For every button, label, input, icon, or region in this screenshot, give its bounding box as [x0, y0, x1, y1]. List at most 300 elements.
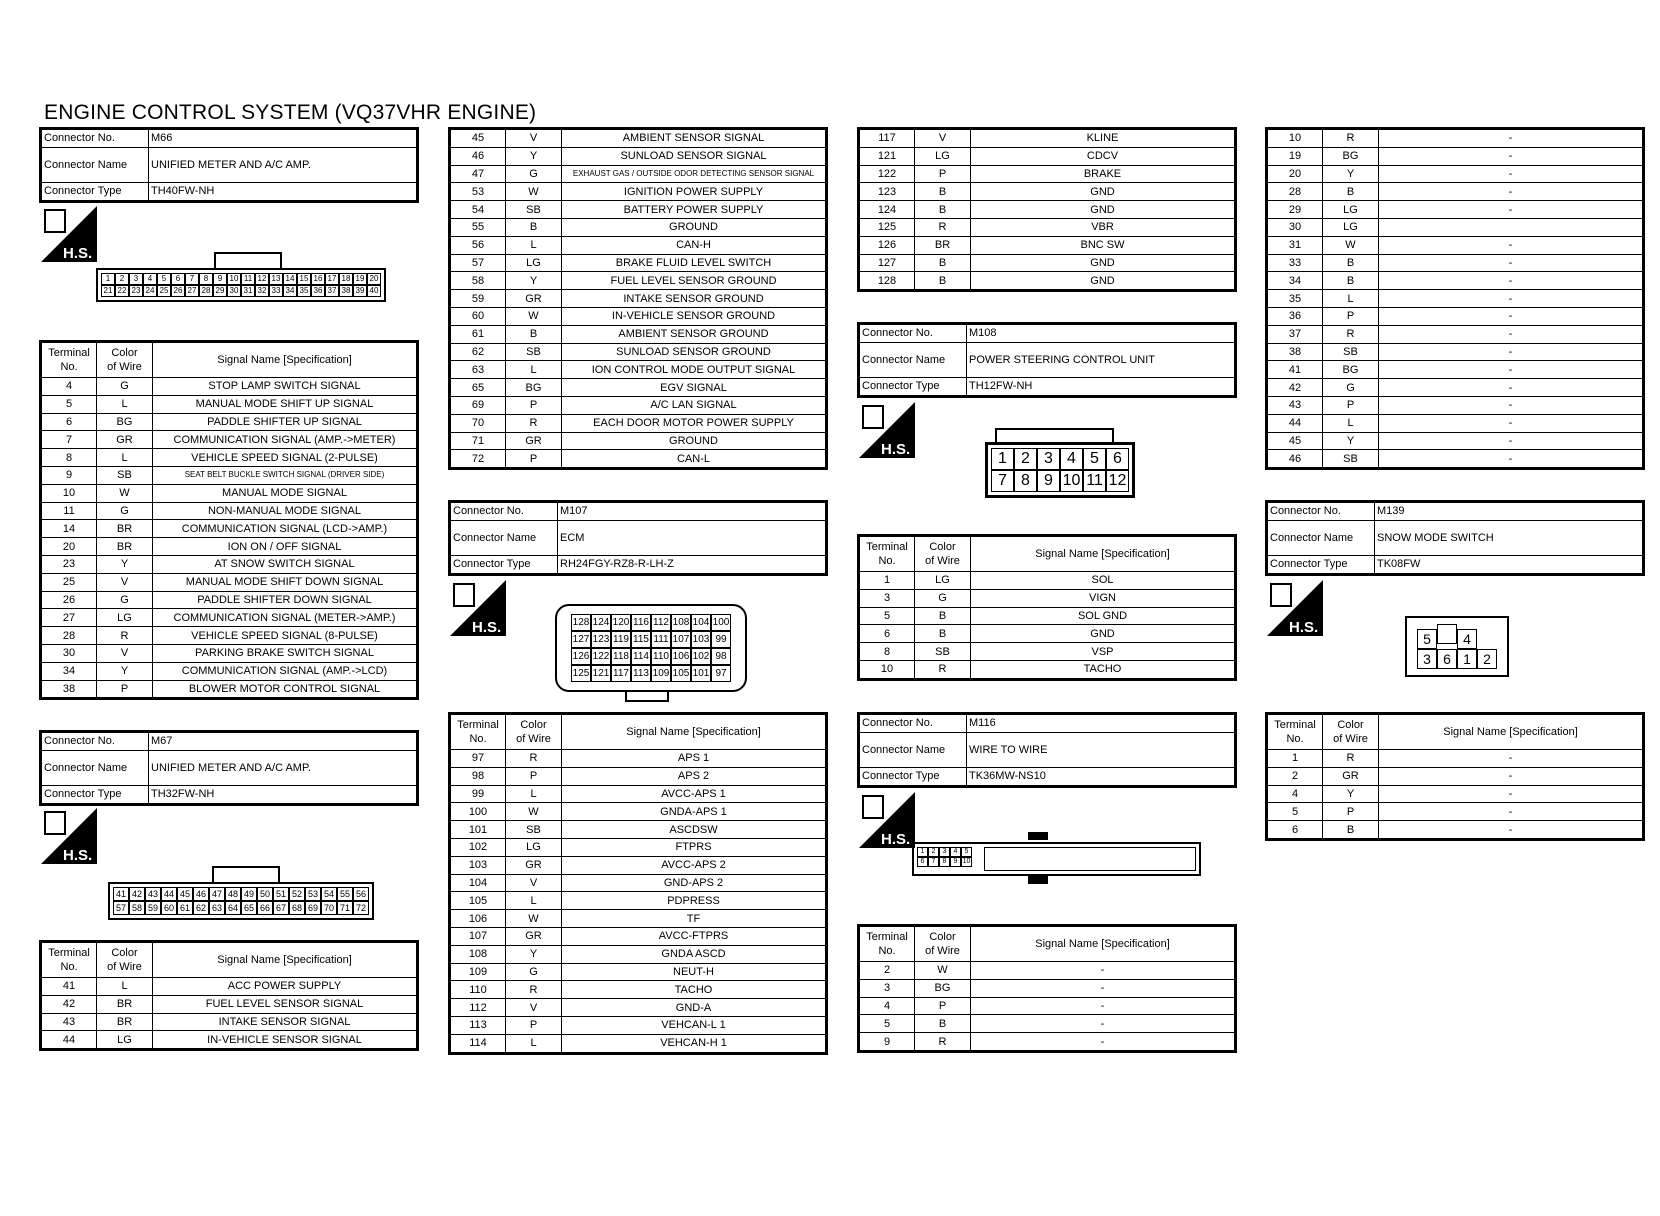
m67-connector-diagram [108, 866, 388, 920]
connector-pin: 105 [671, 665, 691, 682]
svg-text:H.S.: H.S. [1289, 619, 1319, 636]
table-row [41, 555, 418, 573]
wire-color: B [1323, 183, 1379, 201]
connector-pin: 70 [321, 901, 337, 915]
svg-text:H.S.: H.S. [63, 245, 93, 262]
connector-pin: 35 [297, 285, 311, 297]
signal-name: GNDA-APS 1 [562, 803, 827, 821]
connector-pin: 4 [1060, 448, 1083, 470]
signal-name: SUNLOAD SENSOR SIGNAL [562, 147, 827, 165]
connector-pin: 13 [269, 273, 283, 285]
connector-pin: 44 [161, 887, 177, 901]
terminal-no: 54 [450, 201, 506, 219]
table-row [1267, 201, 1644, 219]
wire-color: R [506, 981, 562, 999]
terminal-no: 43 [41, 1013, 97, 1031]
wire-color: P [97, 680, 153, 699]
signal-name: FUEL LEVEL SENSOR SIGNAL [153, 995, 418, 1013]
table-row [1267, 325, 1644, 343]
connector-pin: 4 [1457, 629, 1477, 649]
signal-name: - [971, 1033, 1236, 1052]
wire-color: G [97, 502, 153, 520]
connector-pin: 6 [917, 857, 928, 867]
signal-name: GND-A [562, 999, 827, 1017]
table-row [859, 254, 1236, 272]
signal-name: - [1379, 254, 1644, 272]
wire-color: BR [97, 520, 153, 538]
table-row [1267, 450, 1644, 469]
table-row [450, 343, 827, 361]
signal-name: VIGN [971, 589, 1236, 607]
connector-no: M116 [967, 714, 1236, 733]
wire-color: W [1323, 236, 1379, 254]
terminal-no: 108 [450, 945, 506, 963]
connector-pin: 15 [297, 273, 311, 285]
signal-name: GROUND [562, 432, 827, 450]
terminal-no: 113 [450, 1016, 506, 1034]
signal-name: EGV SIGNAL [562, 379, 827, 397]
connector-pin: 8 [199, 273, 213, 285]
terminal-no: 6 [1267, 821, 1323, 840]
table-row [1267, 183, 1644, 201]
signal-name: - [971, 997, 1236, 1015]
table-row [450, 272, 827, 290]
terminal-no: 1 [1267, 750, 1323, 768]
table-row [450, 821, 827, 839]
signal-name: COMMUNICATION SIGNAL (LCD->AMP.) [153, 520, 418, 538]
connector-pin: 6 [1106, 448, 1129, 470]
wire-color: LG [1323, 218, 1379, 236]
terminal-no: 71 [450, 432, 506, 450]
connector-pin: 66 [257, 901, 273, 915]
signal-name: - [1379, 750, 1644, 768]
terminal-no: 55 [450, 218, 506, 236]
connector-pin: 5 [961, 847, 972, 857]
m67-connector-info [39, 730, 419, 806]
table-row [41, 431, 418, 449]
table-row [450, 165, 827, 183]
wire-color: B [915, 272, 971, 291]
signal-name: GND [971, 625, 1236, 643]
table-row [450, 785, 827, 803]
svg-text:H.S.: H.S. [63, 847, 93, 864]
signal-name: IN-VEHICLE SENSOR SIGNAL [153, 1031, 418, 1050]
terminal-no: 101 [450, 821, 506, 839]
wire-color: B [915, 607, 971, 625]
connector-no: M108 [967, 324, 1236, 343]
table-row [859, 201, 1236, 219]
terminal-no: 128 [859, 272, 915, 291]
connector-pin: 29 [213, 285, 227, 297]
signal-name: GROUND [562, 218, 827, 236]
terminal-no: 34 [1267, 272, 1323, 290]
terminal-no-header: Terminal No. [450, 714, 506, 750]
wire-color: Y [1323, 785, 1379, 803]
label-connector-no: Connector No. [41, 129, 149, 148]
signal-name: BATTERY POWER SUPPLY [562, 201, 827, 219]
connector-pin: 9 [213, 273, 227, 285]
connector-pin: 1 [991, 448, 1014, 470]
wire-color: GR [97, 431, 153, 449]
connector-pin: 32 [255, 285, 269, 297]
table-row [450, 129, 827, 148]
table-row [41, 591, 418, 609]
table-row [1267, 767, 1644, 785]
terminal-no-header: Terminal No. [41, 342, 97, 378]
terminal-no: 34 [41, 662, 97, 680]
table-row [1267, 750, 1644, 768]
wire-color: GR [1323, 767, 1379, 785]
signal-name: MANUAL MODE SIGNAL [153, 484, 418, 502]
connector-pin: 45 [177, 887, 193, 901]
terminal-no: 42 [1267, 379, 1323, 397]
wire-color: GR [506, 927, 562, 945]
table-row [1267, 343, 1644, 361]
table-row [41, 413, 418, 431]
table-row [41, 378, 418, 396]
table-row [450, 874, 827, 892]
connector-pin: 56 [353, 887, 369, 901]
terminal-no: 61 [450, 325, 506, 343]
wire-color: LG [97, 1031, 153, 1050]
signal-name: IGNITION POWER SUPPLY [562, 183, 827, 201]
connector-pin: 2 [115, 273, 129, 285]
connector-pin: 41 [113, 887, 129, 901]
wire-color-header: Color of Wire [915, 536, 971, 572]
table-row [450, 379, 827, 397]
wire-color: BG [1323, 147, 1379, 165]
table-row [450, 218, 827, 236]
wire-color: Y [97, 555, 153, 573]
connector-pin: 10 [1060, 470, 1083, 492]
terminal-no: 41 [1267, 361, 1323, 379]
wire-color: B [506, 218, 562, 236]
table-row [450, 254, 827, 272]
terminal-no: 6 [859, 625, 915, 643]
terminal-no: 59 [450, 290, 506, 308]
signal-name: PADDLE SHIFTER UP SIGNAL [153, 413, 418, 431]
connector-pin: 60 [161, 901, 177, 915]
label-connector-type: Connector Type [859, 767, 967, 786]
wire-color: LG [506, 838, 562, 856]
connector-pin: 114 [631, 648, 651, 665]
signal-name: GND [971, 183, 1236, 201]
wire-color: L [506, 236, 562, 254]
table-row [41, 466, 418, 484]
signal-name: - [1379, 396, 1644, 414]
connector-pin: 126 [571, 648, 591, 665]
signal-name: - [1379, 165, 1644, 183]
m67-terminal-table [39, 940, 419, 1051]
signal-name: - [1379, 450, 1644, 469]
signal-name: ASCDSW [562, 821, 827, 839]
terminal-no: 112 [450, 999, 506, 1017]
connector-pin: 12 [1106, 470, 1129, 492]
table-row [859, 147, 1236, 165]
connector-pin: 50 [257, 887, 273, 901]
signal-name: - [1379, 803, 1644, 821]
signal-name: SOL [971, 572, 1236, 590]
signal-name: AVCC-FTPRS [562, 927, 827, 945]
connector-pin: 46 [193, 887, 209, 901]
table-row [859, 236, 1236, 254]
table-row [450, 910, 827, 928]
table-row [450, 838, 827, 856]
table-row [450, 201, 827, 219]
wire-color: SB [506, 343, 562, 361]
connector-name: UNIFIED METER AND A/C AMP. [149, 750, 418, 785]
signal-name: A/C LAN SIGNAL [562, 396, 827, 414]
terminal-no: 4 [1267, 785, 1323, 803]
connector-pin: 16 [311, 273, 325, 285]
terminal-no: 110 [450, 981, 506, 999]
terminal-no: 5 [859, 1015, 915, 1033]
terminal-no: 42 [41, 995, 97, 1013]
connector-pin: 54 [321, 887, 337, 901]
wire-color: G [506, 165, 562, 183]
terminal-no: 9 [41, 466, 97, 484]
wire-color: B [915, 254, 971, 272]
harness-side-icon [1267, 580, 1323, 636]
table-row [1267, 290, 1644, 308]
connector-pin: 100 [711, 614, 731, 631]
connector-pin: 43 [145, 887, 161, 901]
harness-side-icon [859, 402, 915, 458]
connector-pin: 108 [671, 614, 691, 631]
terminal-no: 45 [1267, 432, 1323, 450]
connector-pin: 122 [591, 648, 611, 665]
connector-pin: 42 [129, 887, 145, 901]
table-row [450, 999, 827, 1017]
m116-terminal-table [857, 924, 1237, 1053]
table-row [859, 218, 1236, 236]
connector-pin: 69 [305, 901, 321, 915]
connector-pin: 102 [691, 648, 711, 665]
connector-name: POWER STEERING CONTROL UNIT [967, 342, 1236, 377]
wire-color: BR [97, 1013, 153, 1031]
terminal-no-header: Terminal No. [41, 942, 97, 978]
connector-pin [1437, 624, 1457, 644]
wire-color: L [506, 785, 562, 803]
connector-pin: 123 [591, 631, 611, 648]
terminal-no: 58 [450, 272, 506, 290]
wire-color: P [506, 1016, 562, 1034]
m107-terminal-table [448, 712, 828, 1055]
signal-name: INTAKE SENSOR GROUND [562, 290, 827, 308]
terminal-no: 35 [1267, 290, 1323, 308]
wire-color: V [97, 644, 153, 662]
wire-color: BG [506, 379, 562, 397]
table-row [1267, 236, 1644, 254]
terminal-no: 29 [1267, 201, 1323, 219]
connector-pin: 24 [143, 285, 157, 297]
wire-color: SB [1323, 450, 1379, 469]
terminal-no: 38 [41, 680, 97, 699]
terminal-no: 56 [450, 236, 506, 254]
signal-name: NEUT-H [562, 963, 827, 981]
signal-name: FUEL LEVEL SENSOR GROUND [562, 272, 827, 290]
table-row [1267, 165, 1644, 183]
terminal-no: 4 [41, 378, 97, 396]
m139-terminal-table [1265, 712, 1645, 841]
connector-pin: 22 [115, 285, 129, 297]
terminal-no: 9 [859, 1033, 915, 1052]
signal-name: MANUAL MODE SHIFT UP SIGNAL [153, 395, 418, 413]
signal-name: AT SNOW SWITCH SIGNAL [153, 555, 418, 573]
connector-pin: 11 [1083, 470, 1106, 492]
signal-name: - [1379, 343, 1644, 361]
signal-name: GNDA ASCD [562, 945, 827, 963]
wire-color: B [915, 201, 971, 219]
terminal-no: 46 [1267, 450, 1323, 469]
signal-name-header: Signal Name [Specification] [153, 942, 418, 978]
table-row [1267, 785, 1644, 803]
table-row [450, 963, 827, 981]
signal-name: PADDLE SHIFTER DOWN SIGNAL [153, 591, 418, 609]
terminal-no: 47 [450, 165, 506, 183]
signal-name: EXHAUST GAS / OUTSIDE ODOR DETECTING SENSOR SIGNAL [562, 165, 827, 183]
wire-color: SB [97, 466, 153, 484]
wire-color: G [1323, 379, 1379, 397]
connector-pin: 52 [289, 887, 305, 901]
terminal-no: 45 [450, 129, 506, 148]
signal-name-header: Signal Name [Specification] [971, 536, 1236, 572]
wire-color: L [506, 361, 562, 379]
terminal-no: 122 [859, 165, 915, 183]
connector-pin: 20 [367, 273, 381, 285]
terminal-no: 5 [41, 395, 97, 413]
terminal-no: 43 [1267, 396, 1323, 414]
table-row [859, 589, 1236, 607]
signal-name: SEAT BELT BUCKLE SWITCH SIGNAL (DRIVER SIDE) [153, 466, 418, 484]
m107-connector-info [448, 500, 828, 576]
signal-name: AMBIENT SENSOR GROUND [562, 325, 827, 343]
signal-name: GND [971, 272, 1236, 291]
signal-name: - [1379, 785, 1644, 803]
terminal-no: 125 [859, 218, 915, 236]
table-row [450, 307, 827, 325]
signal-name: VBR [971, 218, 1236, 236]
label-connector-no: Connector No. [859, 714, 967, 733]
table-row [450, 1034, 827, 1053]
label-connector-type: Connector Type [41, 785, 149, 804]
connector-pin: 68 [289, 901, 305, 915]
terminal-no: 33 [1267, 254, 1323, 272]
connector-type: TH32FW-NH [149, 785, 418, 804]
terminal-no: 63 [450, 361, 506, 379]
signal-name: TACHO [971, 660, 1236, 679]
wire-color: SB [915, 643, 971, 661]
signal-name: - [1379, 129, 1644, 148]
table-row [859, 625, 1236, 643]
connector-pin: 113 [631, 665, 651, 682]
wire-color: G [915, 589, 971, 607]
table-row [450, 183, 827, 201]
table-row [1267, 803, 1644, 821]
connector-no: M66 [149, 129, 418, 148]
terminal-no: 30 [1267, 218, 1323, 236]
label-connector-type: Connector Type [1267, 555, 1375, 574]
table-row [41, 644, 418, 662]
connector-pin: 26 [171, 285, 185, 297]
terminal-no: 65 [450, 379, 506, 397]
connector-pin: 65 [241, 901, 257, 915]
wire-color: W [915, 962, 971, 980]
terminal-no: 10 [859, 660, 915, 679]
terminal-no: 19 [1267, 147, 1323, 165]
wire-color: SB [506, 821, 562, 839]
m116-connector-info [857, 712, 1237, 788]
connector-pin: 111 [651, 631, 671, 648]
signal-name-header: Signal Name [Specification] [971, 926, 1236, 962]
signal-name: - [1379, 272, 1644, 290]
label-connector-name: Connector Name [450, 520, 558, 555]
signal-name: - [1379, 361, 1644, 379]
connector-pin: 8 [939, 857, 950, 867]
signal-name: APS 2 [562, 767, 827, 785]
wire-color: R [506, 414, 562, 432]
signal-name-header: Signal Name [Specification] [1379, 714, 1644, 750]
svg-text:H.S.: H.S. [881, 441, 911, 458]
table-row [859, 183, 1236, 201]
wire-color: LG [1323, 201, 1379, 219]
terminal-no: 124 [859, 201, 915, 219]
wire-color: L [97, 978, 153, 996]
signal-name: BNC SW [971, 236, 1236, 254]
terminal-no: 27 [41, 609, 97, 627]
label-connector-no: Connector No. [1267, 502, 1375, 521]
signal-name: SUNLOAD SENSOR GROUND [562, 343, 827, 361]
signal-name: PDPRESS [562, 892, 827, 910]
table-row [450, 767, 827, 785]
connector-type: TK36MW-NS10 [967, 767, 1236, 786]
connector-pin: 1 [1457, 649, 1477, 669]
table-row [1267, 414, 1644, 432]
wire-color: Y [506, 272, 562, 290]
table-row [41, 662, 418, 680]
label-connector-no: Connector No. [859, 324, 967, 343]
signal-name: TF [562, 910, 827, 928]
table-row [41, 484, 418, 502]
wire-color: Y [1323, 432, 1379, 450]
terminal-no: 28 [41, 627, 97, 645]
signal-name: NON-MANUAL MODE SIGNAL [153, 502, 418, 520]
connector-pin: 49 [241, 887, 257, 901]
connector-pin: 97 [711, 665, 731, 682]
connector-pin: 2 [1014, 448, 1037, 470]
connector-name: UNIFIED METER AND A/C AMP. [149, 147, 418, 182]
table-row [1267, 361, 1644, 379]
terminal-no: 44 [41, 1031, 97, 1050]
connector-pin: 8 [1014, 470, 1037, 492]
wire-color: R [97, 627, 153, 645]
wire-color: G [97, 378, 153, 396]
connector-pin: 128 [571, 614, 591, 631]
terminal-no: 104 [450, 874, 506, 892]
wire-color: Y [1323, 165, 1379, 183]
connector-pin: 104 [691, 614, 711, 631]
signal-name: - [1379, 379, 1644, 397]
signal-name: VEHCAN-H 1 [562, 1034, 827, 1053]
m108-terminal-table [857, 534, 1237, 681]
table-row [41, 1013, 418, 1031]
m66-connector-diagram [96, 252, 398, 302]
terminal-no: 69 [450, 396, 506, 414]
signal-name: - [1379, 290, 1644, 308]
terminal-no: 8 [41, 449, 97, 467]
wire-color: L [97, 395, 153, 413]
terminal-no: 5 [1267, 803, 1323, 821]
